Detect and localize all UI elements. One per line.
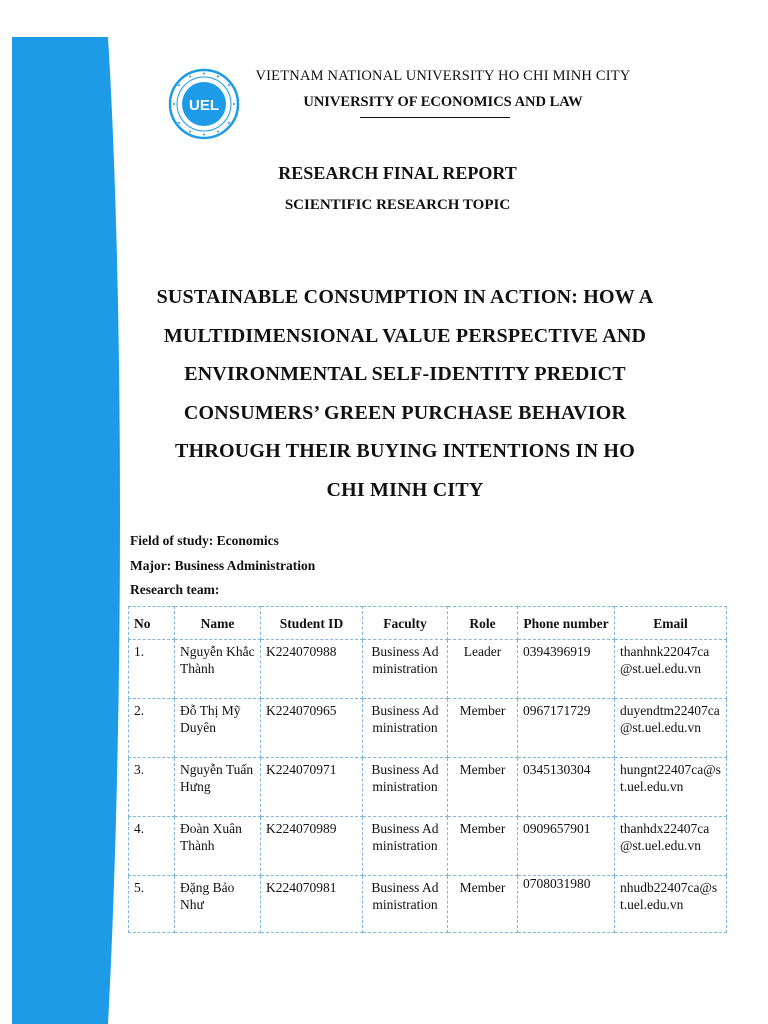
cell-faculty: Business Administration	[363, 640, 448, 699]
header-role: Role	[448, 607, 518, 640]
topic-line: CONSUMERS’ GREEN PURCHASE BEHAVIOR	[183, 401, 627, 424]
cell-student-id: K224070965	[261, 699, 363, 758]
cell-no: 2.	[129, 699, 175, 758]
cell-name: Nguyễn Tuấn Hưng	[175, 758, 261, 817]
header-no: No	[129, 607, 175, 640]
cell-name: Đặng Bảo Như	[175, 876, 261, 933]
table-row	[129, 758, 727, 817]
cell-name: Đoàn Xuân Thành	[175, 817, 261, 876]
header-divider	[360, 117, 510, 118]
cell-phone: 0345130304	[518, 758, 615, 817]
major: Major: Business Administration	[130, 558, 316, 573]
cell-student-id: K224070981	[261, 876, 363, 933]
uel-logo	[168, 68, 240, 140]
table-row	[129, 640, 727, 699]
cell-student-id: K224070971	[261, 758, 363, 817]
topic-line: SUSTAINABLE CONSUMPTION IN ACTION: HOW A	[156, 286, 654, 308]
topic-line: ENVIRONMENTAL SELF-IDENTITY PREDICT	[184, 363, 626, 385]
table-header-row	[129, 607, 727, 640]
cell-faculty: Business Administration	[363, 876, 448, 933]
cell-name: Nguyễn Khắc Thành	[175, 640, 261, 699]
university-name: VIETNAM NATIONAL UNIVERSITY HO CHI MINH CITY	[255, 68, 631, 84]
report-title: RESEARCH FINAL REPORT	[278, 163, 517, 183]
header-name: Name	[175, 607, 261, 640]
research-topic-title	[112, 278, 698, 509]
research-team-label: Research team:	[130, 582, 220, 597]
cell-faculty: Business Administration	[363, 758, 448, 817]
field-of-study: Field of study: Economics	[130, 533, 279, 548]
cell-student-id: K224070989	[261, 817, 363, 876]
cell-phone: 0394396919	[518, 640, 615, 699]
topic-line: CHI MINH CITY	[326, 478, 484, 501]
cell-email: hungnt22407ca@st.uel.edu.vn	[615, 758, 727, 817]
school-name: UNIVERSITY OF ECONOMICS AND LAW	[303, 94, 583, 110]
header-phone: Phone number	[518, 607, 615, 640]
cell-email: thanhdx22407ca@st.uel.edu.vn	[615, 817, 727, 876]
cell-email: duyendtm22407ca@st.uel.edu.vn	[615, 699, 727, 758]
table-row	[129, 699, 727, 758]
cell-no: 1.	[129, 640, 175, 699]
table-row	[129, 876, 727, 933]
research-team-table	[128, 606, 727, 933]
cell-faculty: Business Administration	[363, 817, 448, 876]
cell-no: 3.	[129, 758, 175, 817]
cell-no: 5.	[129, 876, 175, 933]
topic-line: THROUGH THEIR BUYING INTENTIONS IN HO	[175, 440, 635, 462]
cell-email: nhudb22407ca@st.uel.edu.vn	[615, 876, 727, 933]
blue-side-band	[0, 0, 120, 1024]
header-email: Email	[615, 607, 727, 640]
cell-role: Leader	[448, 640, 518, 699]
topic-line: MULTIDIMENSIONAL VALUE PERSPECTIVE AND	[163, 324, 647, 347]
cell-role: Member	[448, 817, 518, 876]
cell-role: Member	[448, 699, 518, 758]
report-subtitle: SCIENTIFIC RESEARCH TOPIC	[284, 197, 511, 213]
table-row	[129, 817, 727, 876]
cell-phone-text: 0708031980	[523, 876, 591, 891]
cell-faculty: Business Administration	[363, 699, 448, 758]
header-student-id: Student ID	[261, 607, 363, 640]
cell-phone: 0909657901	[518, 817, 615, 876]
cell-role: Member	[448, 758, 518, 817]
header-faculty: Faculty	[363, 607, 448, 640]
cell-role: Member	[448, 876, 518, 933]
cell-student-id: K224070988	[261, 640, 363, 699]
logo-text: UEL	[189, 97, 219, 114]
cell-no: 4.	[129, 817, 175, 876]
cell-email: thanhnk22047ca@st.uel.edu.vn	[615, 640, 727, 699]
cell-phone	[518, 876, 615, 933]
cell-phone: 0967171729	[518, 699, 615, 758]
cell-name: Đỗ Thị Mỹ Duyên	[175, 699, 261, 758]
